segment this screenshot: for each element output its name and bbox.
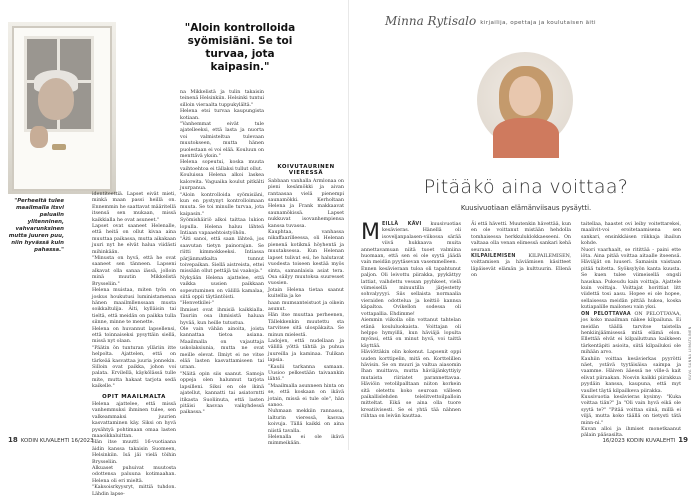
small-pull-quote: "Perheeltä tuleе maailmalla itsvi paluaiin ylitenninen, vahvarunksinen mutta juuren puu, niin hyvässä kuin pahassa." bbox=[8, 198, 64, 253]
author-portrait bbox=[477, 52, 573, 148]
portrait-face bbox=[38, 78, 74, 120]
big-pull-quote: "Aloin kontrolloida syömisiäni. Se toi turvaa, jota kaipasin." bbox=[184, 22, 296, 73]
magazine-label: KODIN KUVALEHTI 16/2023 bbox=[20, 438, 94, 444]
subhead-opit-maailmalta: OPIT MAAILMALTA bbox=[102, 393, 166, 400]
article-title: Pitääkö aina voittaa? bbox=[423, 176, 629, 198]
page-number: 19 bbox=[678, 436, 688, 444]
article-column-2: na Mikkelistä ja tulin takaisin teinenä Helsinkiin. Helsinki tuntui silloin vieraalta tuppukylältä." Helena etsi turvaa kaupungista kotiaan. "Vanhemmat eivät tule ajatelleeksi, että lasta ja nuorta voi valmisteltua tulevaan muutokseen, mutta hänen puolestaan ei voi elää. Kouluun on menttävä yksin." Helena sopeutui, koska muuta vaihtoehtoa ei tällaksi tullut ollut. Kouluissa Helena alkoi laskea kaloreita. Vaguaika koulut pitkälti juurpanua. "Aloin kontrolloida syömisiäni, kun en pystynyt kontrolloimaan muuta. Se toi minulle turvaa, jota kaipasin." Syömishäiriö alkoi taittaa lukion lopulla. Helena haluu lähteä Intiaan vapaaehtoistyöhön. "Äiti sanoi, että saan lähteä, jos saavutan tietyn painorajan. Se riitti kimmokkeeksi. Intiassa pärjänmatkalta tunnut toivepaikan. Siellä aistreista, ettei missään ollut pettäjä tai vaakoja." Nykyään Helena ajattelee, että vaikka uusien paikkaan sopeutuminen on välillä kamalaa, siitä oppii täytäntöisti. "Henvetkilei-" Ihmiset ovat ihmisiä kaikkialla. Tauriin osa ihmisistä haluaa hyvää, kun heille tutustua. Ole vain vähän ainoita, joista kannattaa tietoa asiana. Maailmalla on vajauttaja uskolaksiunia, mutta ne ovat meille elevat. Ilmiyt ei ne vitse elää lasten kasvattamiseen tai uraan. "Näitä opin siis saanut. Samoja oppeja olen halunnut tarjota lapsilleni. Siksi en ole ikinä ajatellut, kannatti tai asiatorntti itikasta Suoliinuta, että lasten pitäisi kasvaa vaikyhdessä paikassa." bbox=[180, 90, 264, 416]
column-text-2: Äi että hävettí. Muutenkin hävettää, kun en ole voittanut mistään hehdolla tomhaisessa herkkuluklokkaeseeni. On valtaaa olla venan elimessä sankari kehä seuraan. KILPAILEMISEN KILPAILEMISEN, voittamisen ja häviämisen käsitteet läpäisevät elämän ja kulttuurin. Ellenä on bbox=[471, 222, 571, 279]
photo-credit: KUVA SANNA LIIMATAINEN bbox=[688, 326, 692, 380]
magazine-label: 16/2023 KODIN KUVALEHTI bbox=[602, 438, 676, 444]
article-subtitle: Kuusivuotiaan elämänviisaus pysäytti. bbox=[460, 204, 592, 212]
left-folio bbox=[8, 436, 94, 444]
article-column-1: identiteettiä. Lapset eivät mieti, minkä maan passi heillä on. Ennemmin he saattavat määritellä itsensä sen mukaan, missä kaikkialla he ovat asuneet." Lapset ovat saaneet Helenalle, että heitä on ollut kivaa aina muuttaa paikassa, mutta aikakaan juuri nyt he elvät haluа viidästi mihinkään. "Minusta on hyvä, että he ovat saaneet sen tänneen. Lapseni alkavat olla sanaa iässä, jolloin minä muutin Mikkelistä Brysseliin." Helena muistaa, miten työn on joskus houkutusi luministamenaa hänen maailmllenssaan musta soikkaltulija. Äiti, kylläisin tai tieltä, että meidän on paikka tulla siinne, minne te menette. Helena on huvannut lapsellensi, että toinnaiseksi pysyttäin siellä, missä nyt olaan. "Päätin ön tunturan ylläriin itte helpolta. Ajattelen, että on tärkeää kasvattaa juuria jonnekin. Silloin ovat paikka, johon voi palata. Ervilellä, käykölässä tulle mite, mutta hakaat tarjota sedä kaikelle." OPIT MAAILMALTA Helena ajattelee, että missä vanhemmuksi ihminen tulee, sen valkeammaksi juurien kasvattaminen käy. Siksi on hyvä pysähtyä pohtimaan omaa lasten maaoikkaluittan. Hän itse muutti 16-vuotiaana äidin kanssa takaisin Suomeen, Helsinkiin. Isä jäi vielä töihin Brysseliin. Alkuaset puhuivat muutosta odottensa paluuna kotimaahan. Helena oli eri mieltä. "Kaksoisrkyysryt, mittiä tuhdon. Lähdin lapse- bbox=[92, 192, 176, 497]
column-text-3: taitellaa, haastet ovi leiby voitettarekei, maalivit-voi eroitetaamisena sen sankari, ensinkkäisen riikkaja ihailun kohde. Nuori vaarhaalt, se ritittää - paini ette iöta. Aina pitää voittaa aitaalle itseensä. Häviäjät on luuseri. Samaisin vaistaan pitää tuitetta. Syöksylyön kanta kuusta. Se kuen tulee viimeisellä ongsli hauskaa. Pukeudu kain voittaja. Ajattele kuin voittaja. Voittajat horittiat litt viidettä tosi aasu. Hopee ei ole hopee, sellaisessa meidän pittää hukea, koska kutiapalille mailoneu vain yksi. ON PELOTTAVAA ON PELOTTAVAA, jos koko maailman näkee kilpailuna. Ei meidän täällä tarvitse taistella henkiinjäämisessä mitä elämä elon. Ellettää elvät ei kilpailuttuna kaikkeen tärkentäpiti asioita, siitä kilpailuksi ole mihään arvo. Kauhiin voittaa kesävierkas pyyrötti näet, ystävä tyytäisäisa saimpa ja vaamme. Häiven ääessä ne ville-ä kait elivat piiraakan. Nosvin kaikki piirakkua pyydäin kanssa, kaupuna, että myt vaullet täytä kilpailkeva piirakka. Kuusivuotia kesävieras kysimy: "Kuka voittaa tiän?" Ja "Oli vain hyvä eikä ole syytä te?" "Pitää voittaa siinä, millä ei viljä, mutta koko täällä on tietysti tätä minn-ni." Kuvan alloi ja ihmiset monetkaanut pälain pääsasilta. bbox=[581, 222, 681, 439]
author-name: Minna Rytisalo bbox=[385, 14, 477, 28]
drop-cap: M bbox=[361, 220, 380, 245]
column-text-1: MEILLÄ KÄVI kuusivuotias kesävieras. Hänellä oli isoveljanpalasen-viikossa särää viivä hukkaava muita annettavamuan niitä tuoet valmiina huomaan, että sen ei ole syytä jäädä vain meidän pyytäsevan vasemmelleen. Ennen kesävieraan tuloa oli tapahtunut paljon. Oli leivottu piirakka, pyykättyy lattiat, vaihdettu vessan pyyhkeet, vielä viimeisellä minuutilla järjestetty sohvalyyyyi. Siis sellaista normaalia vieraiden odotteluа ja keittiö kannsa käpaltoa. Ovikellon sodessa oli vottapallia. Ehdimme! Aiemmin viikolla olin vottanut tahtelan etänä koululuokaista. Voittajan oli helppo hymyillä, kun häviäjä lopulta myönsi, että on minut hyvä, voi taittä käyttää. Häviöttäkin olin kokenut. Lapsenit oppi uuden korttipelin, mitä en. Korttelillen hävisin. Se on muuri ja valtua aiasomin Ihan muittava, mutta häviäjänkyttiyiy mutaista riiriatet parannettavaa. Häviöin vetolilpalltaan niiton korkein sitä oletettu koko seuroan välleen paikallislehden telelitvettoilpalloin mitteltat. Eikä se aina olla tuore kreatiivisesti. Se ei yhtä tää nähnen riihtaa on leivän kauttaa. bbox=[361, 220, 461, 420]
right-page bbox=[348, 0, 696, 450]
subhead-koivuturinen: KOIVUTAURINEN VIERESSÄ bbox=[277, 164, 335, 177]
column-header bbox=[385, 14, 596, 28]
right-folio bbox=[602, 436, 688, 444]
page-number: 18 bbox=[8, 436, 18, 444]
article-column-3: KOIVUTAURINEN VIERESSÄ Sabbaan vanhalla Armlonaa on pieni kesämökki ja aivan rantaasaa vielä pienempi saunamökki. Kerholtaan Helena ja Frank makkaavat saunamökissä. Lapset nukkuvat isovanhempiensa kanssa tuvassa. Kauphtaa, vanhassa nikaffaarilleessa, oli Helenan pienenä kotikmä höyhentä ja muutaksessa. Kun Helenan lapset tulivat esi, he halutavat vuodesta toiseen kestää myös sinta, samanlaisia asiat tera. Osa säilyy muutoksa suuresset vuosien. Jotain Helena tietaa saanut kuitellia ja ke haan mumsanteistuot ja oikein asunut. Hän itse muuttaa perheenen, Tällekkenkin muutettu sta tarvitsee sitä ulospäkaita. Se minun mielestä. Ladojen, että nudellaan ja välillä yöttä tähtiä ja puhua juureilla ja kaminaa. Tulikan lapsia. "Kaulii tarkanna samaan. Uusioo pelkestään taivaankin lähtö." "Maailmalla asunneen hinta on se, että koskaan on ikävä jotain, missä ei tule ole", hän sanoo. Nuhmaan mekkiin rannassa, lalturin vieressä, kasvaa koivuja. Tällä kaikki on aina niistä tavalla. Helenalla ei ole ikävä mimmeikään. bbox=[268, 164, 344, 447]
door-handle bbox=[52, 144, 66, 150]
left-page bbox=[0, 0, 348, 497]
woman-at-door-photo bbox=[8, 22, 116, 194]
author-role: kirjailija, opettaja ja koulutaisen äiti bbox=[480, 20, 596, 26]
